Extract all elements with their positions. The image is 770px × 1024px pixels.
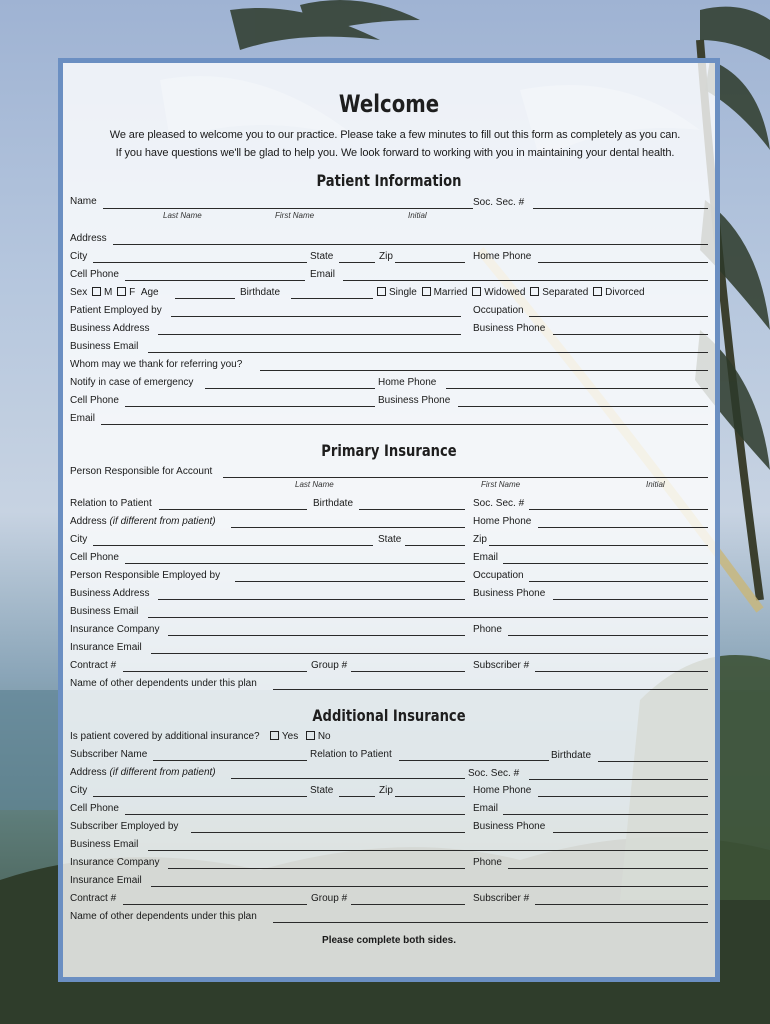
city-field[interactable] [93, 262, 307, 263]
primary-zip-label: Zip [473, 534, 487, 545]
intro-line-2: If you have questions we'll be glad to help you. We look forward to working with you in maintaining your dental health. [115, 147, 675, 159]
additional-business-email-field[interactable] [148, 850, 708, 851]
primary-business-phone-field[interactable] [553, 599, 708, 600]
primary-email-field[interactable] [503, 563, 708, 564]
occupation-label: Occupation [473, 305, 524, 316]
additional-subscriber-field[interactable] [535, 904, 708, 905]
widowed-label: Widowed [484, 287, 526, 298]
additional-relation-label: Relation to Patient [310, 749, 392, 760]
primary-employed-by-label: Person Responsible Employed by [70, 570, 221, 581]
employed-by-label: Patient Employed by [70, 305, 162, 316]
relation-field[interactable] [159, 509, 307, 510]
primary-insurance-title: Primary Insurance [321, 441, 457, 460]
additional-home-phone-label: Home Phone [473, 785, 532, 796]
first-name-caption: First Name [275, 211, 315, 220]
marital-status-group [375, 287, 645, 299]
home-phone-field[interactable] [538, 262, 708, 263]
primary-address-field[interactable] [231, 527, 465, 528]
zip-field[interactable] [395, 262, 465, 263]
business-phone-label: Business Phone [473, 323, 546, 334]
additional-insurance-email-field[interactable] [151, 886, 708, 887]
additional-email-field[interactable] [503, 814, 708, 815]
primary-occupation-field[interactable] [529, 581, 708, 582]
additional-city-label: City [70, 785, 88, 796]
primary-birthdate-field[interactable] [359, 509, 465, 510]
referral-field[interactable] [260, 370, 708, 371]
additional-city-field[interactable] [93, 796, 307, 797]
additional-soc-sec-field[interactable] [529, 779, 708, 780]
divorced-checkbox[interactable] [593, 287, 602, 296]
primary-zip-field[interactable] [489, 545, 708, 546]
widowed-checkbox[interactable] [472, 287, 481, 296]
group-label: Group # [311, 660, 348, 671]
responsible-label: Person Responsible for Account [70, 466, 213, 477]
intro-line-1: We are pleased to welcome you to our practice. Please take a few minutes to fill out this form as completely as you can. [109, 129, 681, 141]
insurance-phone-field[interactable] [508, 635, 708, 636]
contract-field[interactable] [123, 671, 307, 672]
emergency-home-phone-label: Home Phone [378, 377, 437, 388]
dependents-field[interactable] [273, 689, 708, 690]
primary-address-text: Address [70, 516, 107, 527]
additional-dependents-field[interactable] [273, 922, 708, 923]
additional-insurance-title: Additional Insurance [312, 706, 466, 725]
covered-yes-checkbox[interactable] [270, 731, 279, 740]
additional-address-field[interactable] [231, 778, 465, 779]
additional-state-field[interactable] [339, 796, 375, 797]
married-checkbox[interactable] [422, 287, 431, 296]
additional-address-label [70, 767, 216, 779]
sex-label: Sex [70, 287, 88, 298]
divorced-label: Divorced [605, 287, 645, 298]
additional-birthdate-label: Birthdate [551, 750, 592, 761]
sex-f-checkbox[interactable] [117, 287, 126, 296]
primary-business-email-field[interactable] [148, 617, 708, 618]
referral-label: Whom may we thank for referring you? [70, 359, 243, 370]
primary-business-address-label: Business Address [70, 588, 150, 599]
additional-dependents-label: Name of other dependents under this plan [70, 911, 257, 922]
soc-sec-field[interactable] [533, 208, 708, 209]
address-label: Address [70, 233, 107, 244]
business-address-label: Business Address [70, 323, 150, 334]
additional-phone-field[interactable] [508, 868, 708, 869]
married-label: Married [433, 287, 468, 298]
insurance-phone-label: Phone [473, 624, 502, 635]
single-label: Single [389, 287, 417, 298]
sex-m-checkbox[interactable] [92, 287, 101, 296]
covered-question [70, 731, 331, 743]
name-label: Name [70, 196, 97, 207]
age-field[interactable] [175, 298, 235, 299]
primary-city-field[interactable] [93, 545, 373, 546]
birthdate-field[interactable] [291, 298, 373, 299]
primary-state-field[interactable] [405, 545, 465, 546]
relation-label: Relation to Patient [70, 498, 152, 509]
primary-state-label: State [378, 534, 402, 545]
name-field[interactable] [103, 208, 473, 209]
additional-address-text: Address [70, 767, 107, 778]
additional-business-phone-field[interactable] [553, 832, 708, 833]
additional-employed-by-field[interactable] [191, 832, 465, 833]
additional-insurance-company-field[interactable] [168, 868, 465, 869]
dependents-label: Name of other dependents under this plan [70, 678, 257, 689]
primary-birthdate-label: Birthdate [313, 498, 354, 509]
emergency-cell-phone-label: Cell Phone [70, 395, 119, 406]
emergency-field[interactable] [205, 388, 375, 389]
birthdate-label: Birthdate [240, 287, 281, 298]
occupation-field[interactable] [529, 316, 708, 317]
email-label: Email [310, 269, 336, 280]
primary-business-phone-label: Business Phone [473, 588, 546, 599]
subscriber-label: Subscriber # [473, 660, 530, 671]
emergency-business-phone-label: Business Phone [378, 395, 451, 406]
email-field[interactable] [343, 280, 708, 281]
primary-home-phone-label: Home Phone [473, 516, 532, 527]
primary-soc-sec-field[interactable] [529, 509, 708, 510]
additional-soc-sec-label: Soc. Sec. # [468, 768, 520, 779]
covered-no-label: No [317, 731, 331, 742]
business-email-field[interactable] [148, 352, 708, 353]
contract-label: Contract # [70, 660, 117, 671]
emergency-email-label: Email [70, 413, 96, 424]
additional-subscriber-label: Subscriber # [473, 893, 530, 904]
primary-business-address-field[interactable] [158, 599, 465, 600]
additional-phone-label: Phone [473, 857, 502, 868]
subscriber-field[interactable] [535, 671, 708, 672]
primary-home-phone-field[interactable] [538, 527, 708, 528]
primary-soc-sec-label: Soc. Sec. # [473, 498, 525, 509]
sex-f-label: F [129, 287, 136, 298]
complete-both-sides-note: Please complete both sides. [322, 935, 456, 946]
initial-caption: Initial [408, 211, 427, 220]
state-field[interactable] [339, 262, 375, 263]
patient-registration-form [58, 58, 720, 982]
insurance-company-field[interactable] [168, 635, 465, 636]
covered-label: Is patient covered by additional insurance? [70, 731, 260, 742]
business-address-field[interactable] [158, 334, 461, 335]
soc-sec-label: Soc. Sec. # [473, 197, 525, 208]
cell-phone-label: Cell Phone [70, 269, 119, 280]
insurance-email-field[interactable] [151, 653, 708, 654]
covered-no-checkbox[interactable] [306, 731, 315, 740]
single-checkbox[interactable] [377, 287, 386, 296]
primary-address-label [70, 516, 216, 528]
primary-address-note: (if different from patient) [109, 516, 216, 527]
covered-yes-label: Yes [281, 731, 299, 742]
emergency-label: Notify in case of emergency [70, 377, 194, 388]
address-field[interactable] [113, 244, 708, 245]
emergency-email-field[interactable] [101, 424, 708, 425]
primary-occupation-label: Occupation [473, 570, 524, 581]
additional-zip-field[interactable] [395, 796, 465, 797]
additional-cell-phone-field[interactable] [125, 814, 465, 815]
primary-cell-phone-label: Cell Phone [70, 552, 119, 563]
insurance-company-label: Insurance Company [70, 624, 160, 635]
additional-relation-field[interactable] [399, 760, 549, 761]
additional-insurance-email-label: Insurance Email [70, 875, 142, 886]
additional-business-phone-label: Business Phone [473, 821, 546, 832]
responsible-last-name-caption: Last Name [295, 480, 334, 489]
subscriber-name-label: Subscriber Name [70, 749, 148, 760]
insurance-email-label: Insurance Email [70, 642, 142, 653]
responsible-first-name-caption: First Name [481, 480, 521, 489]
subscriber-name-field[interactable] [153, 760, 307, 761]
primary-cell-phone-field[interactable] [125, 563, 465, 564]
sex-group [70, 287, 159, 299]
additional-employed-by-label: Subscriber Employed by [70, 821, 179, 832]
zip-label: Zip [379, 251, 393, 262]
additional-contract-field[interactable] [123, 904, 307, 905]
last-name-caption: Last Name [163, 211, 202, 220]
additional-birthdate-field[interactable] [598, 761, 708, 762]
separated-label: Separated [542, 287, 589, 298]
primary-business-email-label: Business Email [70, 606, 139, 617]
additional-email-label: Email [473, 803, 499, 814]
additional-business-email-label: Business Email [70, 839, 139, 850]
state-label: State [310, 251, 334, 262]
additional-cell-phone-label: Cell Phone [70, 803, 119, 814]
welcome-title: Welcome [338, 90, 440, 118]
responsible-initial-caption: Initial [646, 480, 665, 489]
city-label: City [70, 251, 88, 262]
home-phone-label: Home Phone [473, 251, 532, 262]
additional-insurance-company-label: Insurance Company [70, 857, 160, 868]
group-field[interactable] [351, 671, 465, 672]
primary-city-label: City [70, 534, 88, 545]
age-label: Age [140, 287, 159, 298]
additional-address-note: (if different from patient) [109, 767, 216, 778]
additional-group-field[interactable] [351, 904, 465, 905]
additional-home-phone-field[interactable] [538, 796, 708, 797]
emergency-business-phone-field[interactable] [458, 406, 708, 407]
primary-employed-by-field[interactable] [235, 581, 465, 582]
additional-zip-label: Zip [379, 785, 393, 796]
cell-phone-field[interactable] [125, 280, 305, 281]
business-phone-field[interactable] [553, 334, 708, 335]
sex-m-label: M [104, 287, 113, 298]
employed-by-field[interactable] [171, 316, 461, 317]
emergency-cell-phone-field[interactable] [125, 406, 375, 407]
separated-checkbox[interactable] [530, 287, 539, 296]
patient-info-title: Patient Information [316, 171, 462, 190]
emergency-home-phone-field[interactable] [446, 388, 708, 389]
additional-state-label: State [310, 785, 334, 796]
responsible-field[interactable] [223, 477, 708, 478]
business-email-label: Business Email [70, 341, 139, 352]
additional-contract-label: Contract # [70, 893, 117, 904]
primary-email-label: Email [473, 552, 499, 563]
additional-group-label: Group # [311, 893, 348, 904]
